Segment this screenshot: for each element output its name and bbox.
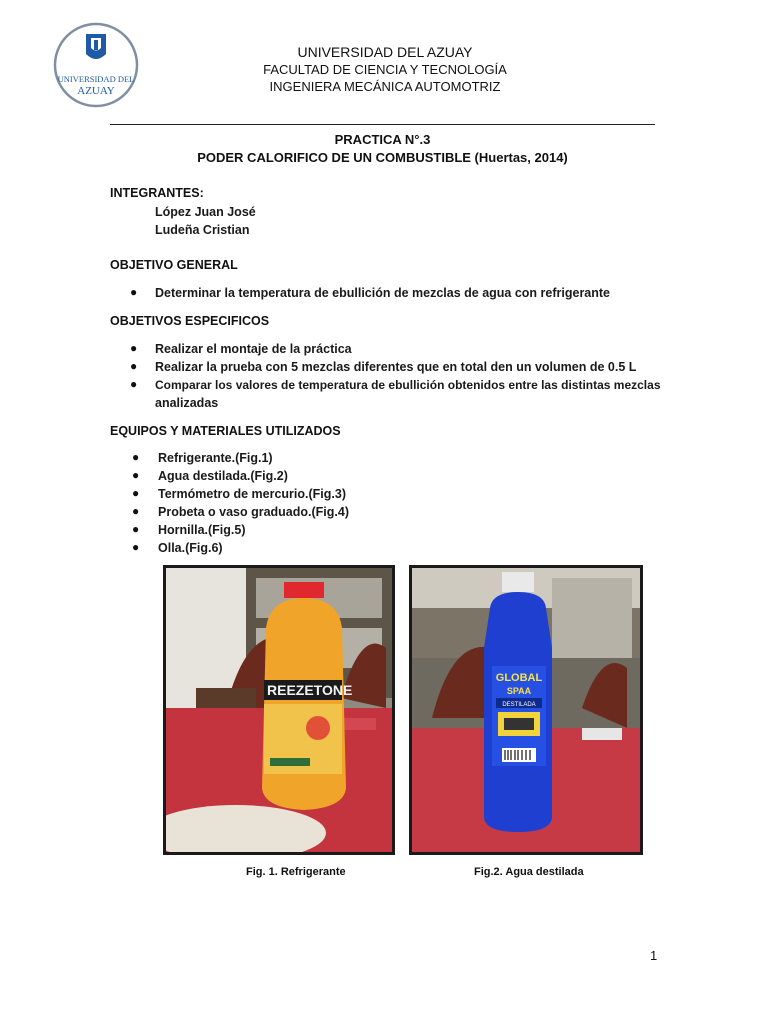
equipment-item: Refrigerante.(Fig.1) xyxy=(158,451,273,465)
figure-2-caption: Fig.2. Agua destilada xyxy=(474,866,584,878)
figure-coolant-photo xyxy=(163,565,395,855)
faculty-name: FACULTAD DE CIENCIA Y TECNOLOGÍA xyxy=(263,62,507,77)
specific-objectives-heading: OBJETIVOS ESPECIFICOS xyxy=(110,314,270,328)
coolant-label: REEZETONE xyxy=(267,682,353,698)
members-heading: INTEGRANTES: xyxy=(110,186,204,200)
university-name: UNIVERSIDAD DEL AZUAY xyxy=(297,44,473,60)
bullet-icon: ● xyxy=(132,450,140,464)
bullet-icon: ● xyxy=(130,285,138,299)
bullet-icon: ● xyxy=(132,504,140,518)
specific-objective-item: Realizar el montaje de la práctica xyxy=(155,342,352,356)
figure-distilled-water-photo xyxy=(409,565,643,855)
bullet-icon: ● xyxy=(132,468,140,482)
general-objective-heading: OBJETIVO GENERAL xyxy=(110,258,238,272)
bullet-icon: ● xyxy=(130,341,138,355)
equipment-item: Probeta o vaso graduado.(Fig.4) xyxy=(158,505,349,519)
equipment-item: Olla.(Fig.6) xyxy=(158,541,223,555)
specific-objective-item-cont: analizadas xyxy=(155,396,219,410)
bullet-icon: ● xyxy=(130,359,138,373)
logo-text-bottom: AZUAY xyxy=(77,85,115,97)
water-label-mid: SPAA xyxy=(506,686,532,696)
equipment-item: Agua destilada.(Fig.2) xyxy=(158,469,288,483)
specific-objective-item: Comparar los valores de temperatura de ebullición obtenidos entre las distintas mezclas xyxy=(155,378,661,392)
header-rule xyxy=(110,124,655,125)
member-name: López Juan José xyxy=(155,205,256,219)
general-objective-item: Determinar la temperatura de ebullición de mezclas de agua con refrigerante xyxy=(155,286,611,300)
water-label-top: GLOBAL xyxy=(495,672,543,684)
page-number: 1 xyxy=(650,948,658,963)
figure-1-caption: Fig. 1. Refrigerante xyxy=(246,866,346,878)
program-name: INGENIERA MECÁNICA AUTOMOTRIZ xyxy=(269,79,501,94)
practice-number: PRACTICA N°.3 xyxy=(334,132,431,147)
equipment-heading: EQUIPOS Y MATERIALES UTILIZADOS xyxy=(110,424,341,438)
equipment-item: Hornilla.(Fig.5) xyxy=(158,523,246,537)
bullet-icon: ● xyxy=(130,377,138,391)
member-name: Ludeña Cristian xyxy=(155,223,250,237)
logo-text-top: UNIVERSIDAD DEL xyxy=(57,74,135,84)
bullet-icon: ● xyxy=(132,540,140,554)
water-label-bottom: DESTILADA xyxy=(502,702,536,708)
specific-objective-item: Realizar la prueba con 5 mezclas diferentes que en total den un volumen de 0.5 L xyxy=(155,360,637,374)
practice-subject: PODER CALORIFICO DE UN COMBUSTIBLE (Huertas, 2014) xyxy=(197,150,568,165)
equipment-item: Termómetro de mercurio.(Fig.3) xyxy=(158,487,346,501)
bullet-icon: ● xyxy=(132,486,140,500)
bullet-icon: ● xyxy=(132,522,140,536)
